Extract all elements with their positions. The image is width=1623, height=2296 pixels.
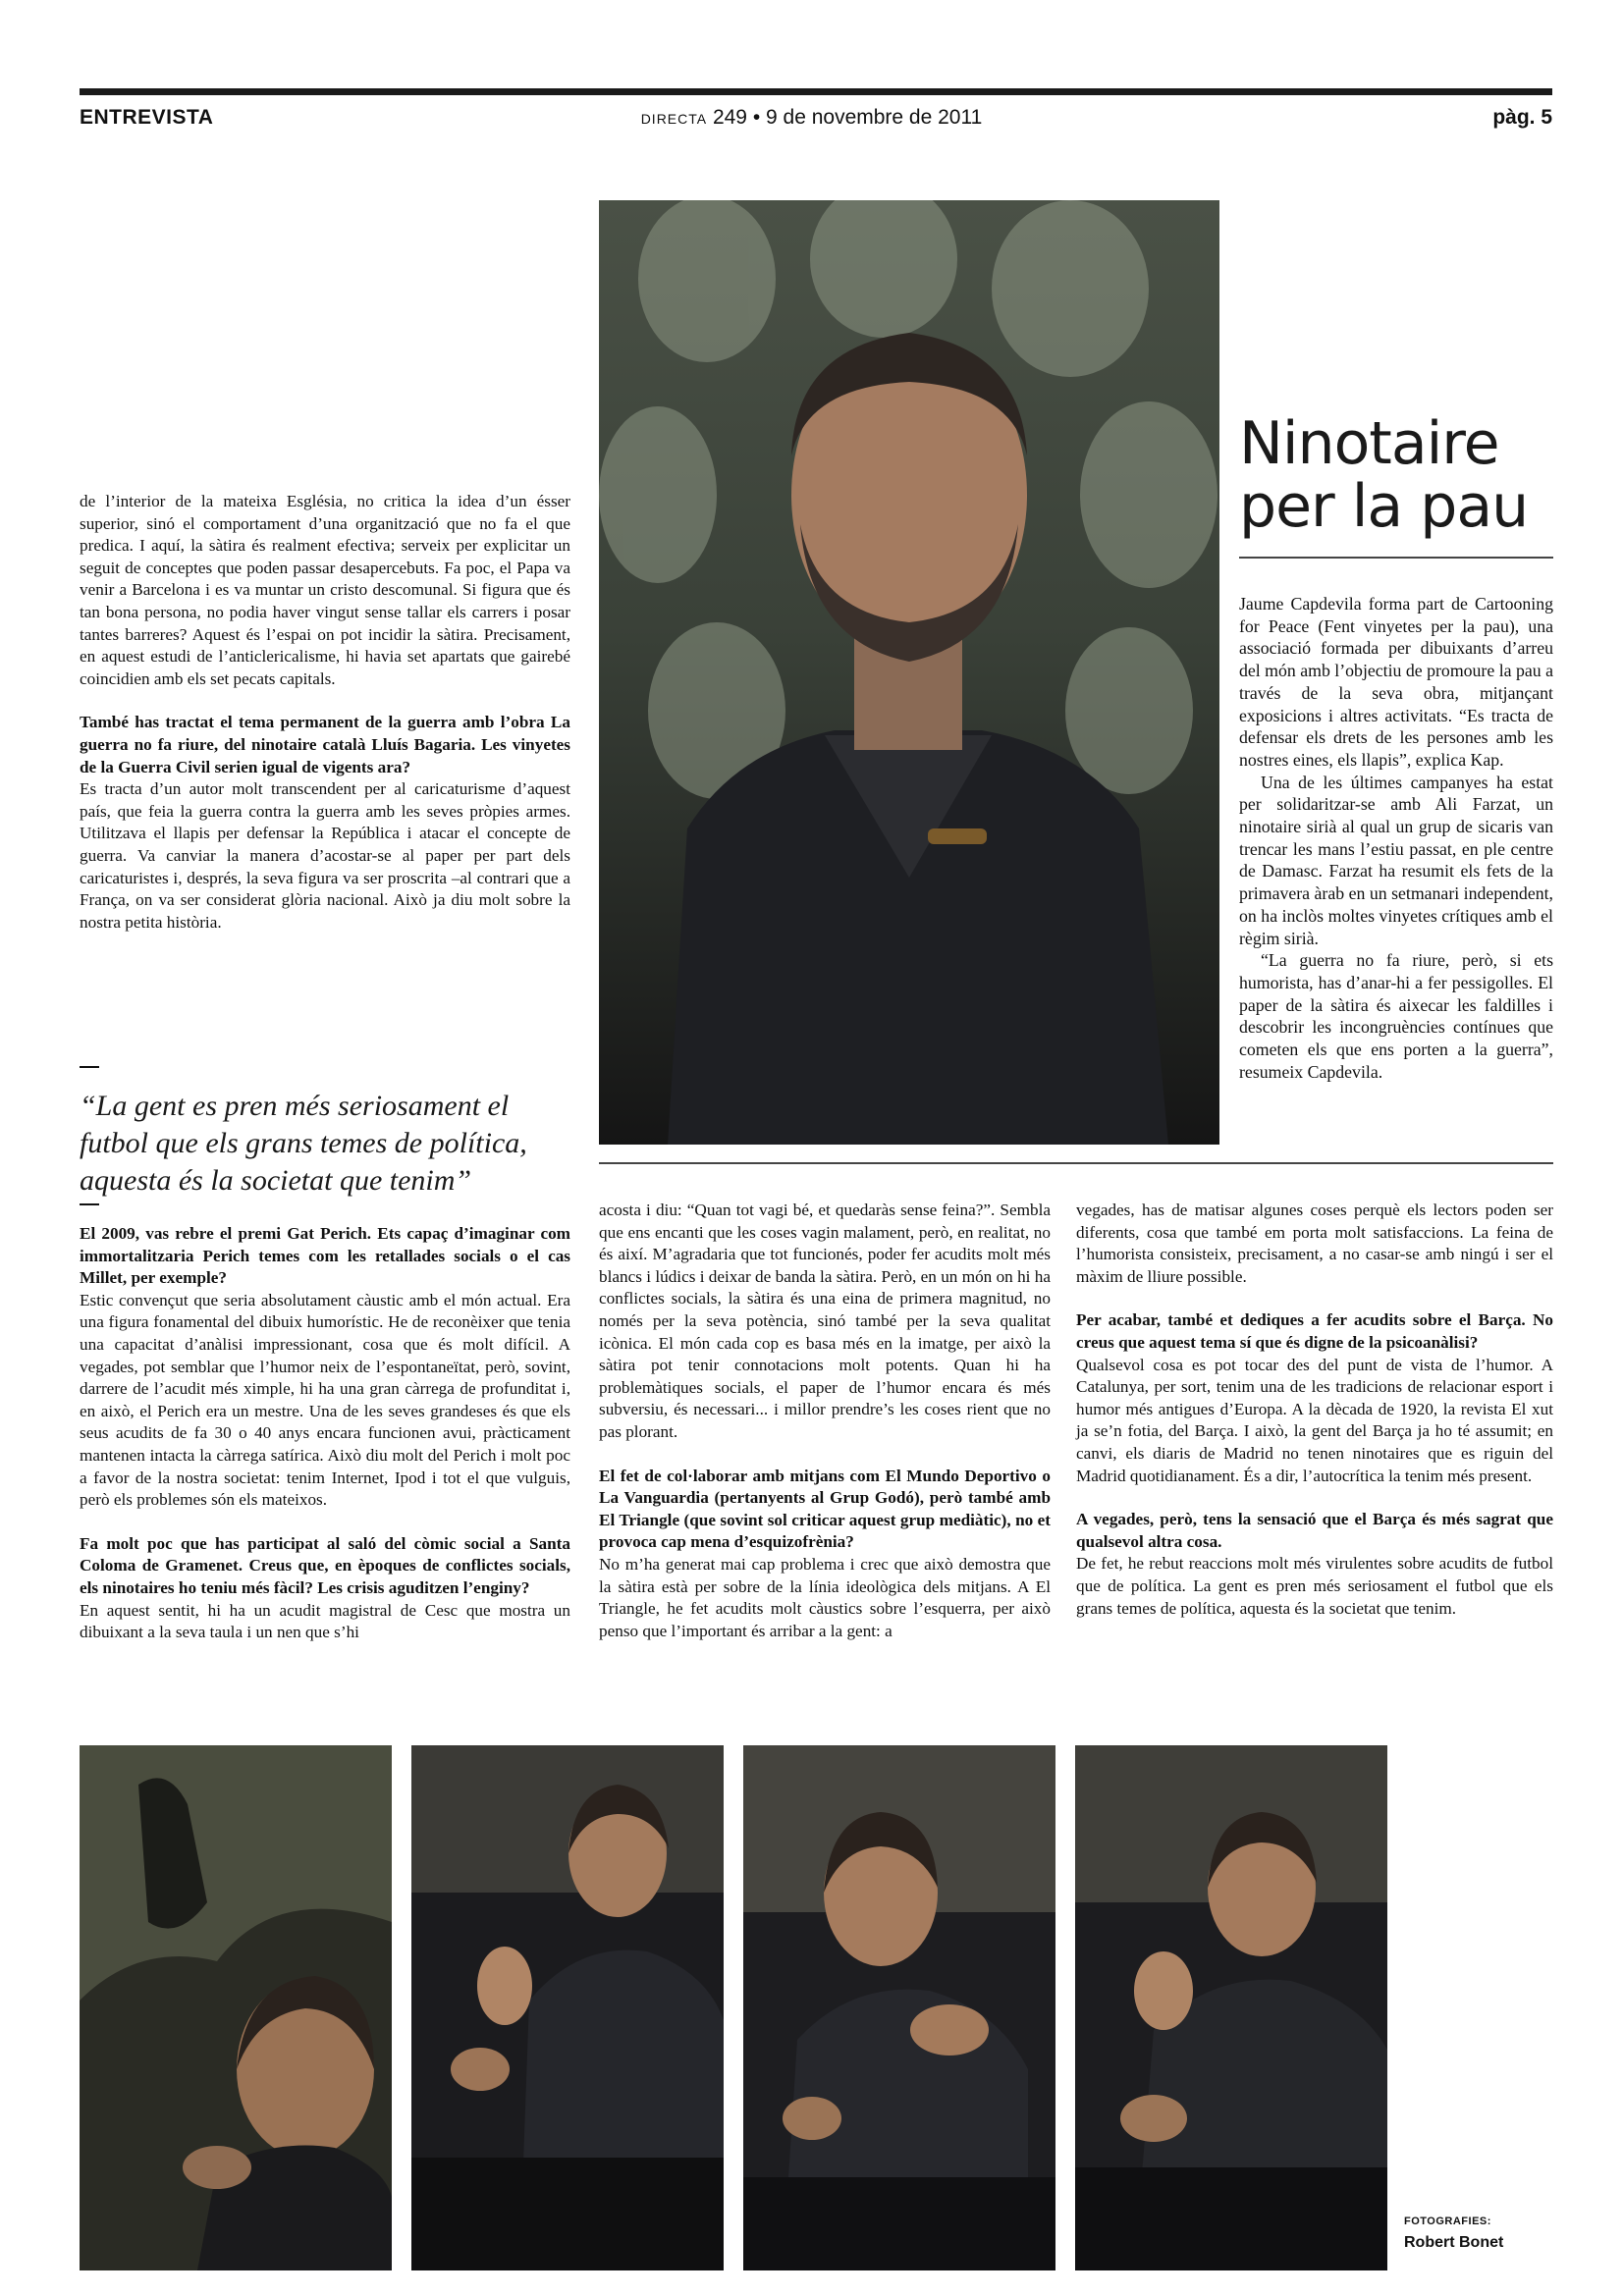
interview-answer: Estic convençut que seria absolutament càustic amb el món actual. Era una figura fonamental del dibuix humorístic. He de reconèixer que tenia una capacitat d’anàlisi impressionant, cosa que és molt difícil. A vegades, pot semblar que l’humor neix de l’espontaneïtat, però, sovint, darrere de l’acudit més ximple, hi ha una gran càrrega de profunditat i, en això, el Perich era un mestre. Una de les seves grandeses és que els seus acudits de fa 30 o 40 anys encara funcionen avui, pràcticament mantenen intacta la càrrega satírica. Això diu molt del Perich i molt poc a favor de la nostra societat: tenim Internet, Ipod i tot el que vulguis, però els problemes són els mateixos.	[80, 1290, 570, 1510]
sidebar-title-line1: Ninotaire	[1239, 409, 1499, 478]
strip-photo-1	[80, 1745, 392, 2270]
pullquote-dash-top	[80, 1066, 99, 1068]
strip-photo-3	[743, 1745, 1055, 2270]
photo-credit-label: FOTOGRAFIES:	[1404, 2216, 1491, 2227]
interview-question: El 2009, vas rebre el premi Gat Perich. Ets capaç d’imaginar com immortalitzaria Perich temes com les retallades socials o el cas Millet, per exemple?	[80, 1224, 570, 1288]
column-1-top	[80, 491, 570, 934]
page-number: pàg. 5	[1492, 106, 1552, 129]
column-3	[1076, 1200, 1553, 1620]
interview-answer: acosta i diu: “Quan tot vagi bé, et quedaràs sense feina?”. Sembla que ens encanti que les coses vagin malament, però, en realitat, no és així. M’agradaria que tot funcionés, poder fer acudits molt més blancs i lúdics i deixar de banda la sàtira. Però, en un món on hi ha conflictes socials, la sàtira és una eina de primera magnitud, no només per la seva potència, sinó també per la seva qualitat icònica. El món cada cop es basa més en la imatge, per això la sàtira pot tenir connotacions molt potents. Quan hi ha problemàtiques socials, el paper de l’humor encara és més subversiu, és necessari... i millor prendre’s les coses rient que no pas plorant.	[599, 1201, 1051, 1441]
strip-photo-4	[1075, 1745, 1387, 2270]
interview-question: També has tractat el tema permanent de la guerra amb l’obra La guerra no fa riure, del ninotaire català Lluís Bagaria. Les vinyetes de la Guerra Civil serien igual de vigents ara?	[80, 713, 570, 776]
sidebar-title-line2: per la pau	[1239, 472, 1529, 541]
header-rule	[80, 88, 1552, 95]
sidebar-text	[1239, 593, 1553, 1083]
sidebar-title	[1239, 409, 1553, 541]
interview-answer: De fet, he rebut reaccions molt més virulentes sobre acudits de futbol que de política. La gent es pren més seriosament el futbol que els grans temes de política, aquesta és la societat que tenim.	[1076, 1554, 1553, 1618]
issue-date: 249 • 9 de novembre de 2011	[712, 106, 983, 129]
section-label: ENTREVISTA	[80, 106, 214, 129]
publication-name: DIRECTA	[640, 111, 708, 127]
sidebar-paragraph: “La guerra no fa riure, però, si ets humorista, has d’anar-hi a fer pessigolles. El paper de la sàtira és aixecar les faldilles i descobrir les incongruències contínues que cometen els que ens porten a la guerra”, resumeix Capdevila.	[1239, 950, 1553, 1082]
interview-answer: En aquest sentit, hi ha un acudit magistral de Cesc que mostra un dibuixant a la seva taula i un nen que s’hi	[80, 1600, 570, 1642]
interview-answer: Es tracta d’un autor molt transcendent per al caricaturisme d’aquest país, que feia la guerra contra la guerra amb les seves pròpies armes. Utilitzava el llapis per defensar la República i atacar el concepte de guerra. Va canviar la manera d’acostar-se al paper per part dels caricaturistes i, després, la seva figura va ser proscrita –al contrari que a França, on va ser considerat glòria nacional. Això ja diu molt sobre la nostra petita història.	[80, 779, 570, 932]
interview-answer: Qualsevol cosa es pot tocar des del punt de vista de l’humor. A Catalunya, per sort, tenim una de les tradicions de relacionar esport i humor més antigues d’Europa. A la dècada de 1920, la revista El xut ja se’n fotia, del Barça. I això, la gent del Barça ja ho té assumit; en canvi, els diaris de Madrid no tenen ninotaires que es riguin del Madrid quotidianament. És a dir, l’autocrítica la tenim més present.	[1076, 1355, 1553, 1485]
title-rule	[1239, 557, 1553, 559]
pullquote-dash-bottom	[80, 1203, 99, 1205]
interview-answer: vegades, has de matisar algunes coses perquè els lectors poden ser diferents, cosa que també em porta molt satisfaccions. La feina de l’humorista consisteix, precisament, a no casar-se amb ningú i ser el màxim de lliure possible.	[1076, 1201, 1553, 1286]
body-paragraph: de l’interior de la mateixa Església, no critica la idea d’un ésser superior, sinó el comportament d’una organització que no fa el que predica. I aquí, la sàtira és realment efectiva; serveix per explicitar un seguit de conceptes que poden passar desapercebuts. Fa poc, el Papa va venir a Barcelona i es va muntar un cristo descomunal. Si figura que és tan bona persona, no podia haver vingut sense tallar els carrers i posar tantes barreres? Aquest és l’espai on pot incidir la sàtira. Precisament, en aquest estudi de l’anticlericalisme, hi havia set apartats que gairebé coincidien amb els set pecats capitals.	[80, 492, 570, 688]
interview-question: Fa molt poc que has participat al saló del còmic social a Santa Coloma de Gramenet. Creus que, en èpoques de conflictes socials, els ninotaires ho teniu més fàcil? Les crisis aguditzen l’enginy?	[80, 1533, 570, 1597]
column-2	[599, 1200, 1051, 1642]
strip-photo-2	[411, 1745, 724, 2270]
sidebar-paragraph: Jaume Capdevila forma part de Cartooning for Peace (Fent vinyetes per la pau), una associació formada per dibuixants d’arreu del món amb l’objectiu de promoure la pau a través de la seva obra, mitjançant exposicions i altres activitats. “Es tracta de defensar els drets de les persones amb les nostres eines, els llapis”, explica Kap.	[1239, 594, 1553, 770]
interview-question: A vegades, però, tens la sensació que el Barça és més sagrat que qualsevol altra cosa.	[1076, 1510, 1553, 1551]
pullquote: “La gent es pren més seriosament el futbol que els grans temes de política, aquesta és la societat que tenim”	[80, 1090, 527, 1197]
issue-line	[0, 106, 1623, 130]
sidebar-paragraph: Una de les últimes campanyes ha estat per solidaritzar-se amb Ali Farzat, un ninotaire sirià al qual un grup de sicaris van trencar les mans l’estiu passat, en ple centre de Damasc. Farzat ha resumit els fets de la primavera àrab en un setmanari independent, on ha inclòs moltes vinyetes crítiques amb el règim sirià.	[1239, 772, 1553, 948]
interview-question: Per acabar, també et dediques a fer acudits sobre el Barça. No creus que aquest tema sí que és digne de la psicoanàlisi?	[1076, 1310, 1553, 1352]
photo-credit-name: Robert Bonet	[1404, 2234, 1504, 2251]
section-rule	[599, 1162, 1553, 1164]
column-1-bottom	[80, 1223, 570, 1644]
interview-answer: No m’ha generat mai cap problema i crec que això demostra que la sàtira està per sobre de la línia ideològica dels mitjans. A El Triangle, he fet acudits molt càustics sobre l’esquerra, per això penso que l’important és arribar a la gent: a	[599, 1554, 1051, 1640]
interview-question: El fet de col·laborar amb mitjans com El Mundo Deportivo o La Vanguardia (pertanyents al Grup Godó), però també amb El Triangle (que sovint sol criticar aquest grup mediàtic), no et provoca cap mena d’esquizofrènia?	[599, 1466, 1051, 1552]
main-portrait-photo	[599, 200, 1219, 1145]
